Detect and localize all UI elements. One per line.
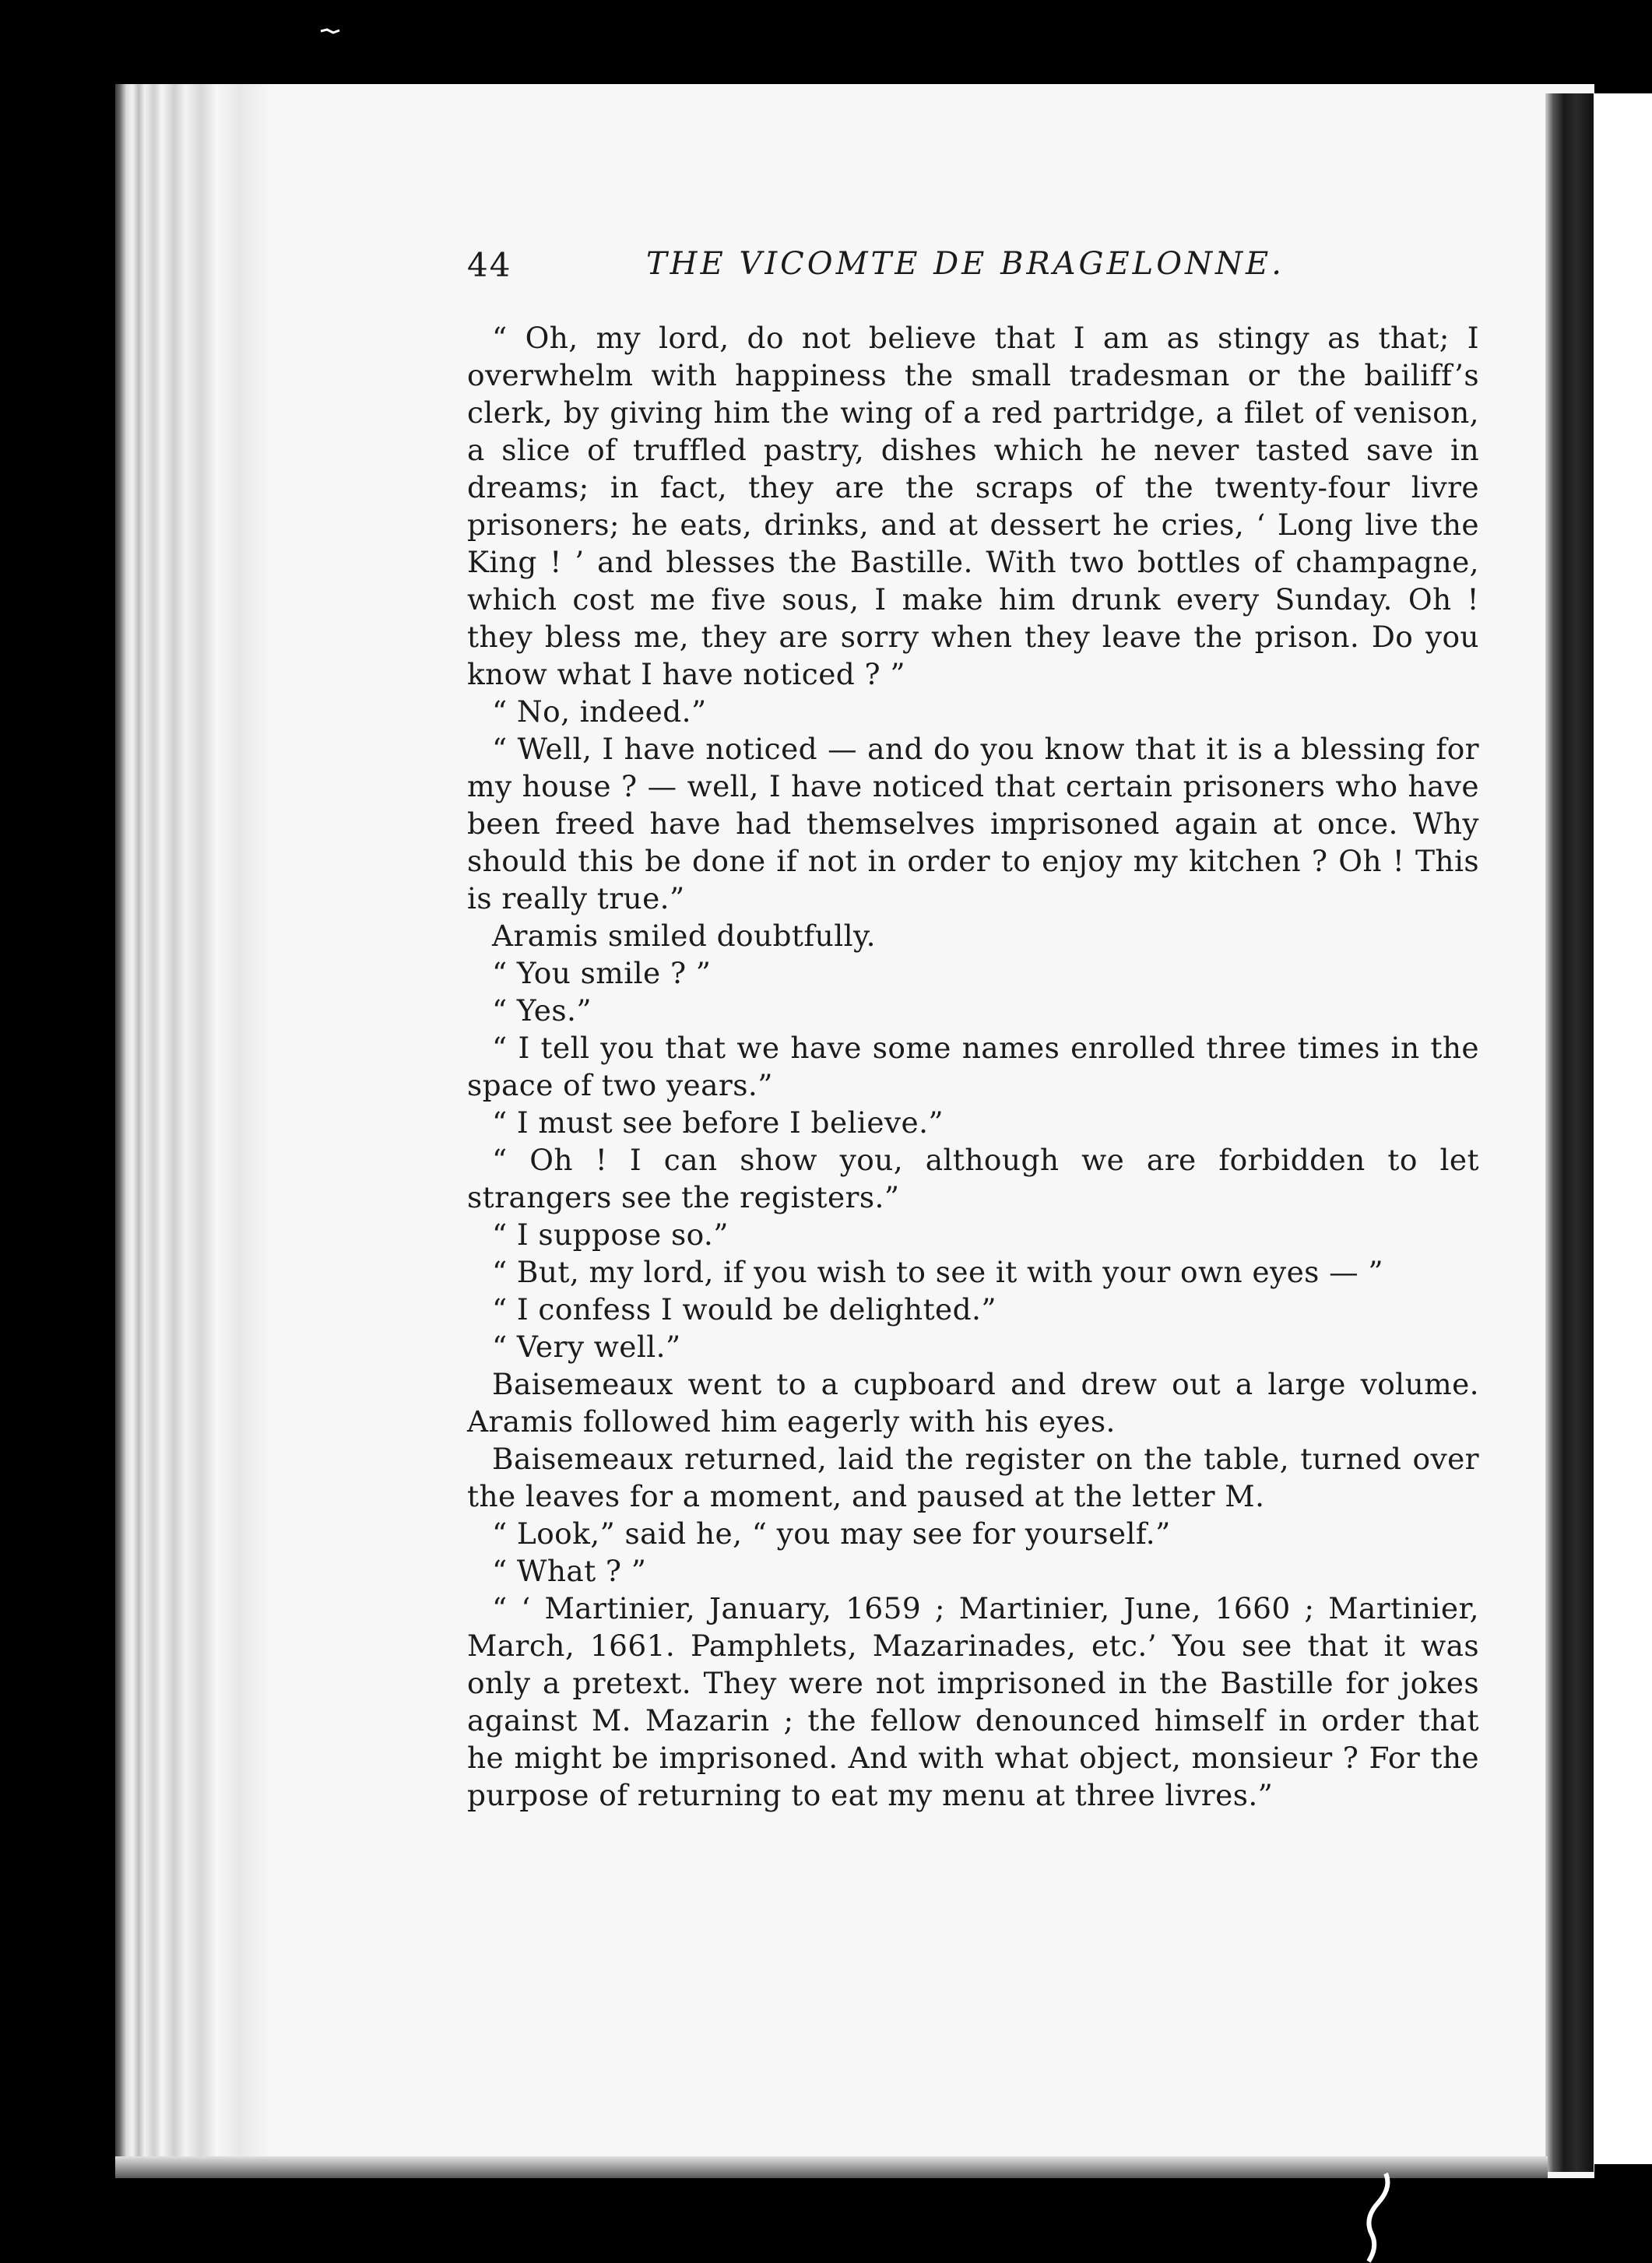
book-spine-edge <box>115 84 286 2178</box>
paragraph: “ Look,” said he, “ you may see for yourself.” <box>492 1516 1171 1551</box>
book-page <box>467 234 1479 1814</box>
book-right-edge <box>1545 93 1594 2172</box>
paragraph: Aramis smiled doubtfully. <box>492 919 876 953</box>
scan-scratch-mark <box>1355 2172 1401 2263</box>
scan-margin-strip <box>1594 93 1652 2164</box>
paragraph: “ Oh, my lord, do not believe that I am as stingy as that; I overwhelm with happiness the small tradesman or the bailiff’s clerk, by giving him the wing of a red partridge, a filet of venison, a slice of truffled pastry, dishes which he never tasted save in dreams; in fact, they are the scraps of the twenty-four livre prisoners; he eats, drinks, and at dessert he cries, ‘ Long live the King ! ’ and blesses the Bastille. With two bottles of champagne, which cost me five sous, I make him drunk every Sunday. Oh ! they bless me, they are sorry when they leave the prison. Do you know what I have noticed ? ” <box>467 321 1479 691</box>
paragraph: “ What ? ” <box>492 1554 647 1588</box>
running-head <box>467 234 1479 288</box>
paragraph: “ Very well.” <box>492 1330 681 1364</box>
paragraph: “ Oh ! I can show you, although we are forbidden to let strangers see the registers.” <box>467 1143 1479 1214</box>
paragraph: “ I tell you that we have some names enrolled three times in the space of two years.” <box>467 1031 1479 1102</box>
page-number: 44 <box>467 246 512 284</box>
book-bottom-edge <box>115 2156 1548 2178</box>
paragraph: “ I suppose so.” <box>492 1218 729 1252</box>
scan-speck-mark <box>319 23 343 39</box>
paragraph: “ You smile ? ” <box>492 956 712 990</box>
paragraph: Baisemeaux returned, laid the register on the table, turned over the leaves for a moment, and paused at the letter M. <box>467 1442 1479 1513</box>
paragraph: “ ‘ Martinier, January, 1659 ; Martinier, June, 1660 ; Martinier, March, 1661. Pamphlets, Mazarinades, etc.’ You see that it was only a pretext. They were not imprisoned in the Bastille for jokes against M. Mazarin ; the fellow denounced himself in order that he might be imprisoned. And with what object, monsieur ? For the purpose of returning to eat my menu at three livres.” <box>467 1591 1479 1812</box>
paragraph: “ Well, I have noticed — and do you know that it is a blessing for my house ? — well, I have noticed that certain prisoners who have been freed have had themselves imprisoned again at once. Why should this be done if not in order to enjoy my kitchen ? Oh ! This is really true.” <box>467 732 1479 915</box>
running-title: THE VICOMTE DE BRAGELONNE. <box>646 246 1285 282</box>
paragraph: Baisemeaux went to a cupboard and drew out a large volume. Aramis followed him eagerly with his eyes. <box>467 1367 1479 1439</box>
paragraph: “ But, my lord, if you wish to see it with your own eyes — ” <box>492 1255 1383 1289</box>
body-text <box>467 319 1479 1814</box>
paragraph: “ No, indeed.” <box>492 694 707 729</box>
paragraph: “ I must see before I believe.” <box>492 1105 944 1140</box>
paragraph: “ Yes.” <box>492 993 592 1028</box>
paragraph: “ I confess I would be delighted.” <box>492 1292 996 1327</box>
